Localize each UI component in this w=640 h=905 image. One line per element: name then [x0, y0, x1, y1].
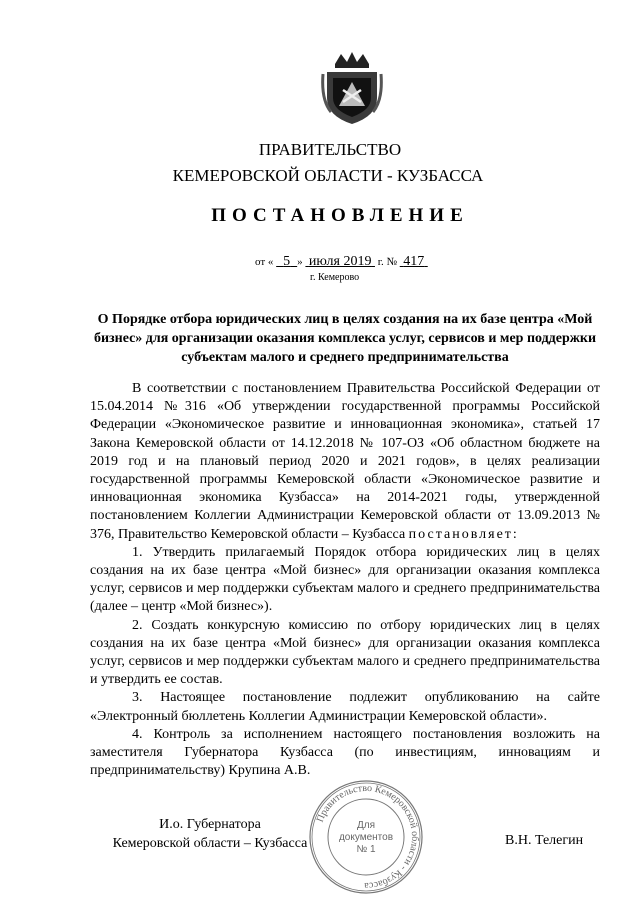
signatory-position	[95, 815, 325, 853]
date-close-quote: »	[297, 256, 303, 268]
item-1: 1. Утвердить прилагаемый Порядок отбора юридических лиц в целях создания на их базе центра «Мой бизнес» для организации оказания комплекса услуг, сервисов и мер поддержки субъектам малого и среднего предпринимательства (далее – центр «Мой бизнес»).	[90, 544, 600, 615]
signatory-position-line1: И.о. Губернатора	[159, 817, 261, 832]
government-title-line1: ПРАВИТЕЛЬСТВО	[258, 140, 402, 159]
item-2: 2. Создать конкурсную комиссию по отбору юридических лиц в целях создания на их базе центра «Мой бизнес» для организации оказания комплекса услуг, сервисов и мер поддержки субъектам малого и среднего предпринимательства и утвердить ее состав.	[90, 617, 600, 688]
resolves-word: постановляет:	[408, 526, 519, 542]
document-type-heading: ПОСТАНОВЛЕНИЕ	[211, 205, 469, 226]
date-day: 5	[283, 254, 291, 269]
item-3: 3. Настоящее постановление подлежит опубликованию на сайте «Электронный бюллетень Коллегии Администрации Кемеровской области».	[90, 690, 600, 724]
date-prefix: от «	[255, 256, 274, 268]
stamp-center-line1: Для	[356, 820, 376, 831]
item-4: 4. Контроль за исполнением настоящего постановления возложить на заместителя Губернатора Кузбасса (по инвестициям, инновациям и предпринимательству) Крупина А.В.	[90, 726, 600, 779]
preamble-paragraph: В соответствии с постановлением Правительства Российской Федерации от 15.04.2014 №316 «Об утверждении государственной программы Российской Федерации «Экономическое развитие и инновационная экономика», статьей 17 Закона Кемеровской области от 14.12.2018 № 107-ОЗ «Об областном бюджете на 2019 год и на плановый период 2020 и 2021 годов», в целях реализации государственной программы Кемеровской области «Экономическое развитие и инновационная экономика Кузбасса» на 2014-2021 годы, утвержденной постановлением Коллегии Администрации Кемеровской области от 13.09.2013 № 376, Правительство Кемеровской области – Кузбасса постановляет:	[90, 381, 600, 542]
signatory-position-line2: Кемеровской области – Кузбасса	[112, 836, 308, 851]
government-title-line2: КЕМЕРОВСКОЙ ОБЛАСТИ - КУЗБАССА	[172, 166, 484, 185]
document-body	[90, 380, 600, 780]
date-month-year: июля 2019	[308, 254, 372, 269]
number-sign: №	[386, 256, 397, 268]
city: г. Кемерово	[310, 272, 360, 283]
stamp-ring-text: Правительство Кемеровской области - Кузбасса	[314, 782, 421, 892]
document-number: 417	[403, 254, 425, 269]
signatory-name: В.Н. Телегин	[505, 833, 584, 848]
date-year-suffix: г.	[377, 256, 384, 268]
date-line	[255, 254, 428, 270]
stamp-center-line2: документов	[338, 832, 394, 843]
stamp-center-line3: № 1	[356, 844, 376, 855]
document-title: О Порядке отбора юридических лиц в целях создания на их базе центра «Мой бизнес» для организации оказания комплекса услуг, сервисов и мер поддержки субъектам малого и среднего предпринимательства	[93, 312, 597, 365]
official-stamp	[296, 778, 436, 896]
coat-of-arms-icon	[321, 50, 383, 126]
